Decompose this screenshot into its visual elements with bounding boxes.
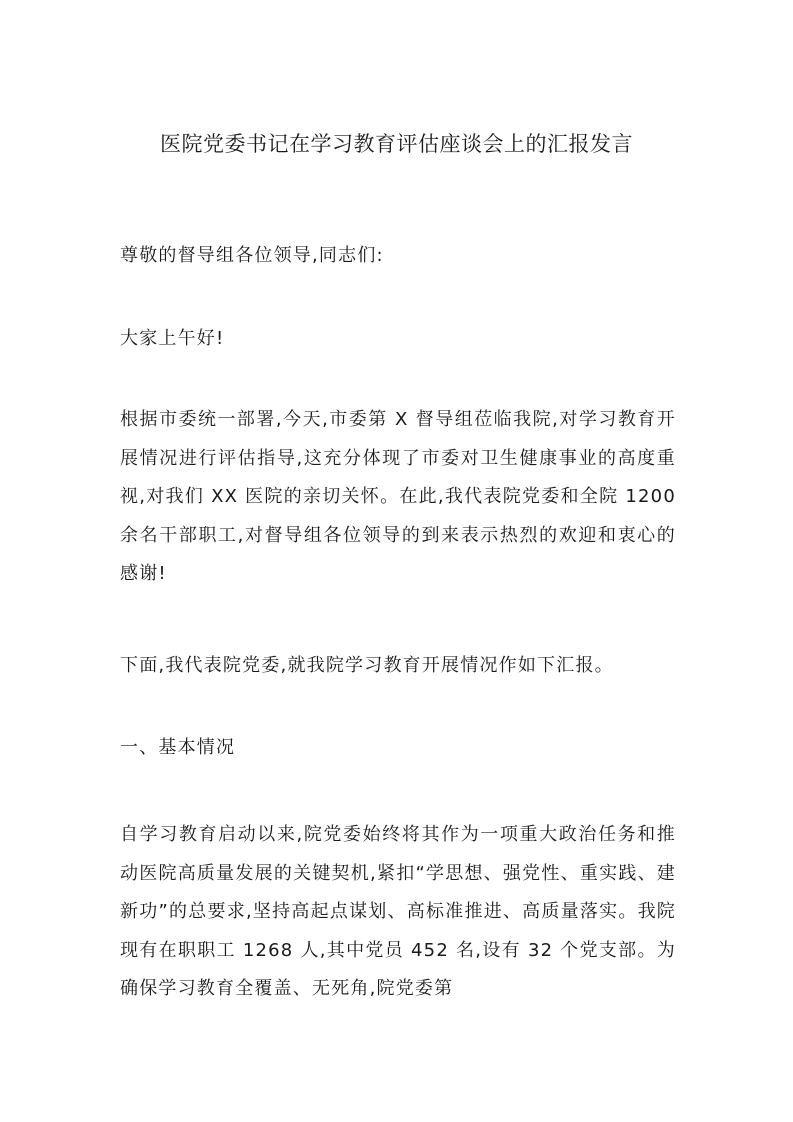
document-title: 医院党委书记在学习教育评估座谈会上的汇报发言 [160,132,633,156]
section-heading-basic-situation: 一、基本情况 [120,737,236,758]
report-intro-paragraph: 下面,我代表院党委,就我院学习教育开展情况作如下汇报。 [120,655,614,676]
intro-paragraph: 根据市委统一部署,今天,市委第 X 督导组莅临我院,对学习教育开展情况进行评估指导,这充分体现了市委对卫生健康事业的高度重视,对我们 XX 医院的亲切关怀。在此,我代表院党委和全院 1200 余名干部职工,对督导组各位领导的到来表示热烈的欢迎和衷心的感谢! [120,409,676,584]
greeting-paragraph: 尊敬的督导组各位领导,同志们: [120,245,384,266]
basic-situation-paragraph: 自学习教育启动以来,院党委始终将其作为一项重大政治任务和推动医院高质量发展的关键契机,紧扣“学思想、强党性、重实践、建新功”的总要求,坚持高起点谋划、高标准推进、高质量落实。我院现有在职职工 1268 人,其中党员 452 名,设有 32 个党支部。为确保学习教育全覆盖、无死角,院党委第 [120,824,676,999]
morning-greeting-paragraph: 大家上午好! [120,328,225,349]
